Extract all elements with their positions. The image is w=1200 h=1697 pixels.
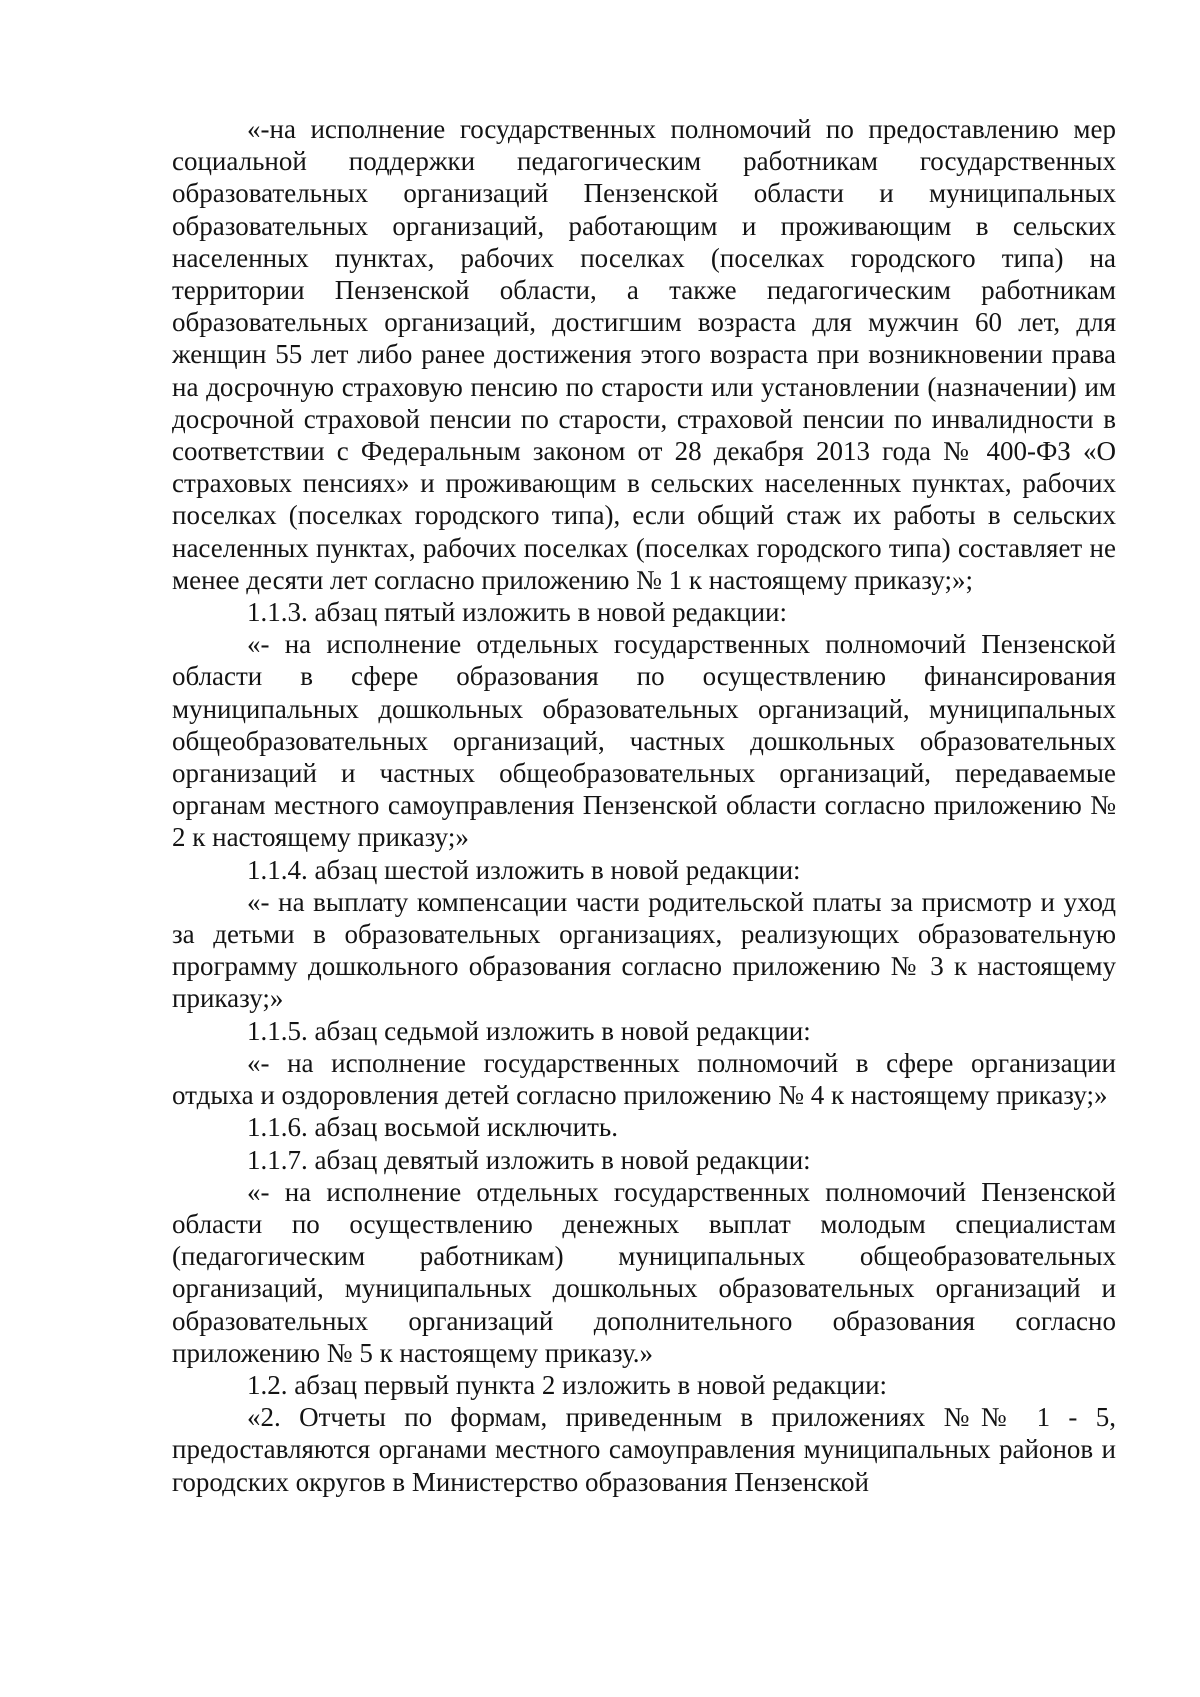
document-page (172, 113, 1116, 1498)
paragraph-compensation-clause: «- на выплату компенсации части родительской платы за присмотр и уход за детьми в образовательных организациях, реализующих образовательную программу дошкольного образования согласно приложению № 3 к настоящему приказу;» (172, 886, 1116, 1014)
paragraph-reports-clause: «2. Отчеты по формам, приведенным в приложениях №№ 1 - 5, предоставляются органами местного самоуправления муниципальных районов и городских округов в Министерство образования Пензенской (172, 1402, 1116, 1497)
paragraph-item-1-2: 1.2. абзац первый пункта 2 изложить в новой редакции: (247, 1369, 888, 1400)
paragraph-item-1-1-7: 1.1.7. абзац девятый изложить в новой редакции: (247, 1144, 811, 1175)
paragraph-recreation-clause: «- на исполнение государственных полномочий в сфере организации отдыха и оздоровления детей согласно приложению № 4 к настоящему приказу;» (172, 1047, 1116, 1111)
paragraph-item-1-1-3: 1.1.3. абзац пятый изложить в новой редакции: (247, 597, 787, 628)
paragraph-item-1-1-5: 1.1.5. абзац седьмой изложить в новой редакции: (247, 1015, 811, 1046)
paragraph-item-1-1-4: 1.1.4. абзац шестой изложить в новой редакции: (247, 854, 801, 885)
paragraph-financing-clause: «- на исполнение отдельных государственных полномочий Пензенской области в сфере образования по осуществлению финансирования муниципальных дошкольных образовательных организаций, муниципальных общеобразовательных организаций, частных дошкольных образовательных организаций и частных общеобразовательных организаций, передаваемые органам местного самоуправления Пензенской области согласно приложению № 2 к настоящему приказу;» (172, 629, 1116, 853)
paragraph-item-1-1-6: 1.1.6. абзац восьмой исключить. (247, 1112, 618, 1143)
paragraph-young-specialists-clause: «- на исполнение отдельных государственных полномочий Пензенской области по осуществлению денежных выплат молодым специалистам (педагогическим работникам) муниципальных общеобразовательных организаций, муниципальных дошкольных образовательных организаций и образовательных организаций дополнительного образования согласно приложению № 5 к настоящему приказу.» (172, 1176, 1116, 1368)
paragraph-social-support-clause: «-на исполнение государственных полномочий по предоставлению мер социальной поддержки педагогическим работникам государственных образовательных организаций Пензенской области и муниципальных образовательных организаций, работающим и проживающим в сельских населенных пунктах, рабочих поселках (поселках городского типа) на территории Пензенской области, а также педагогическим работникам образовательных организаций, достигшим возраста для мужчин 60 лет, для женщин 55 лет либо ранее достижения этого возраста при возникновении права на досрочную страховую пенсию по старости или установлении (назначении) им досрочной страховой пенсии по старости, страховой пенсии по инвалидности в соответствии с Федеральным законом от 28 декабря 2013 года № 400-ФЗ «О страховых пенсиях» и проживающим в сельских населенных пунктах, рабочих поселках (поселках городского типа), если общий стаж их работы в сельских населенных пунктах, рабочих поселках (поселках городского типа) составляет не менее десяти лет согласно приложению № 1 к настоящему приказу;»; (172, 114, 1116, 595)
